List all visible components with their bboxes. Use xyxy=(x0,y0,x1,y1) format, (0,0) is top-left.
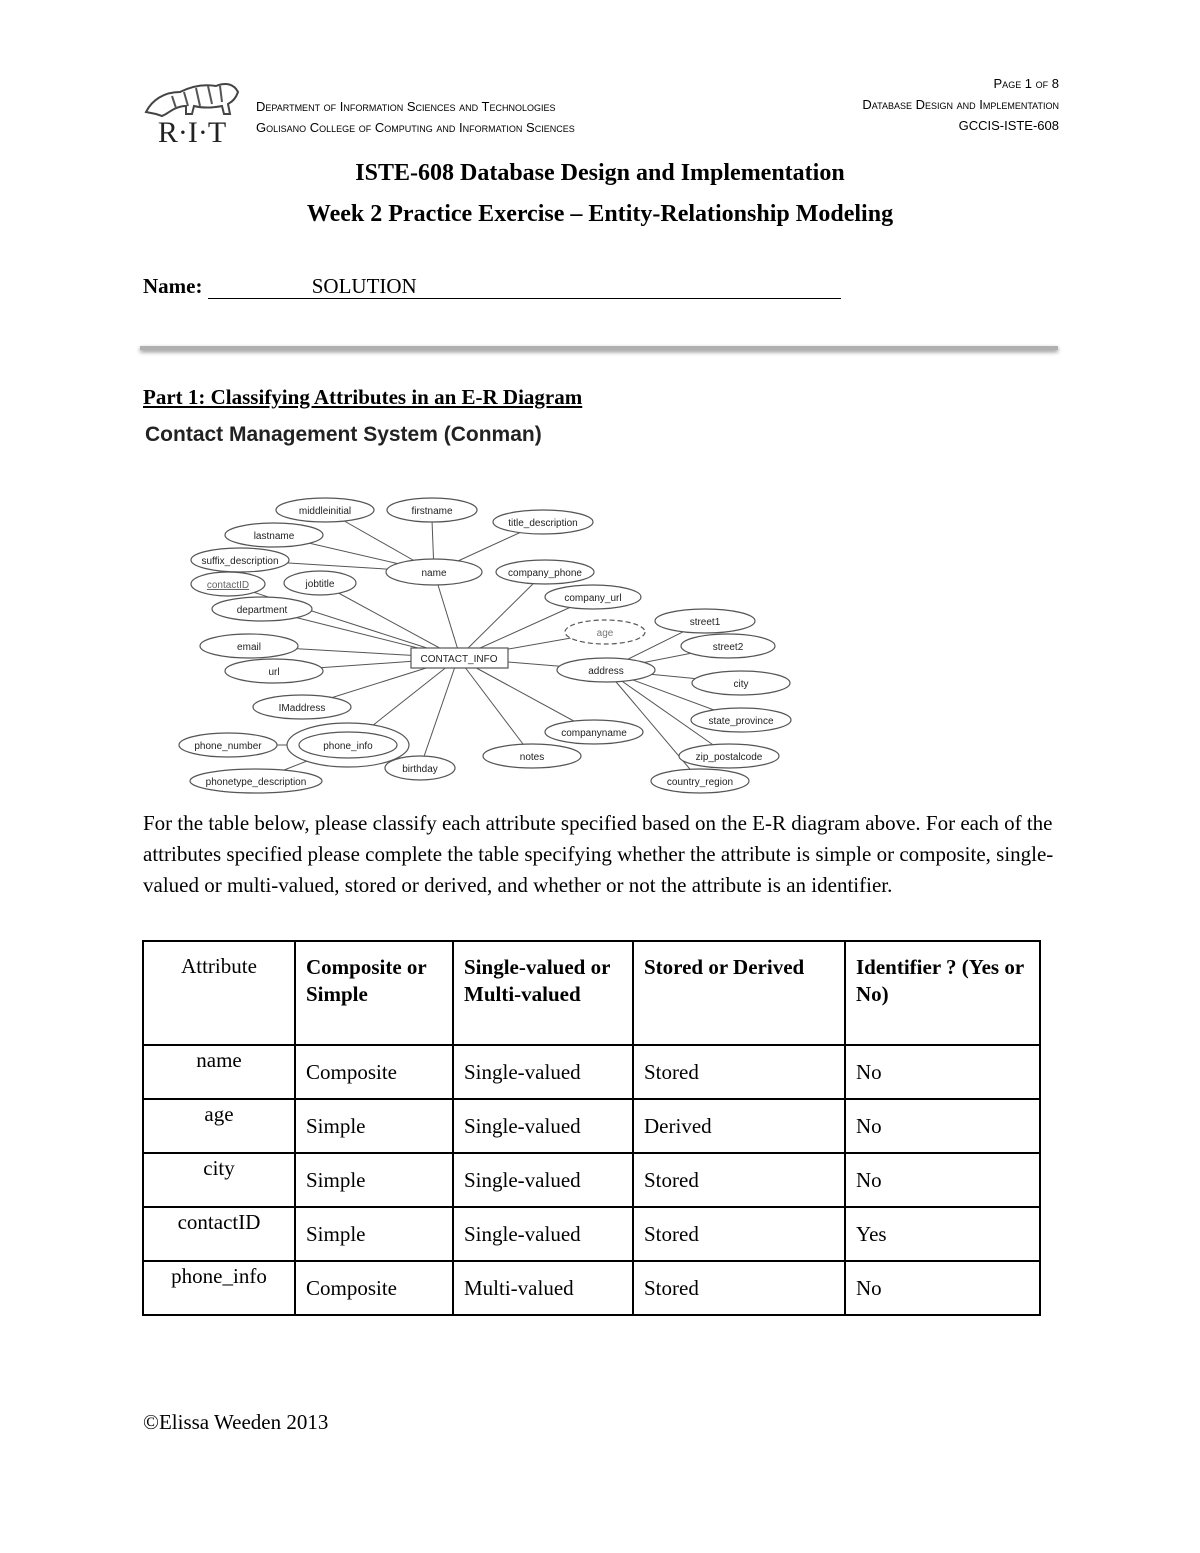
cell-stored-derived: Stored xyxy=(633,1045,845,1099)
cell-identifier: No xyxy=(845,1153,1040,1207)
attr-jobtitle: jobtitle xyxy=(305,579,335,590)
course-title: Database Design and Implementation xyxy=(862,97,1059,112)
attr-birthday: birthday xyxy=(402,764,438,775)
cell-composite-simple: Composite xyxy=(295,1045,453,1099)
department-name: Department of Information Sciences and Technologies xyxy=(256,99,556,114)
attr-url: url xyxy=(268,667,280,678)
cell-identifier: No xyxy=(845,1261,1040,1315)
cell-identifier: Yes xyxy=(845,1207,1040,1261)
header-single-multi: Single-valued or Multi-valued xyxy=(453,941,633,1045)
attr-imaddress: IMaddress xyxy=(278,703,326,714)
cell-attribute: age xyxy=(143,1099,295,1153)
header-composite-simple: Composite or Simple xyxy=(295,941,453,1045)
attr-lastname: lastname xyxy=(253,531,295,542)
part-heading: Part 1: Classifying Attributes in an E-R Diagram xyxy=(143,385,583,409)
instructions-paragraph: For the table below, please classify each attribute specified based on the E-R diagram above. For each of the attributes specified please complete the table specifying whether the attribute is simple or composite, single-valued or multi-valued, stored or derived, and whether or not the attribute is an identifier. xyxy=(143,811,1054,897)
cell-composite-simple: Simple xyxy=(295,1153,453,1207)
cell-attribute: name xyxy=(143,1045,295,1099)
college-name: Golisano College of Computing and Information Sciences xyxy=(256,120,575,135)
attr-phonetype-description: phonetype_description xyxy=(205,777,307,788)
attr-suffix-description: suffix_description xyxy=(201,556,279,567)
cell-single-multi: Single-valued xyxy=(453,1207,633,1261)
name-label: Name: xyxy=(143,274,203,298)
cell-identifier: No xyxy=(845,1099,1040,1153)
attr-age: age xyxy=(596,628,614,639)
attr-state-province: state_province xyxy=(708,716,774,727)
attr-company-phone: company_phone xyxy=(508,568,582,579)
cell-attribute: city xyxy=(143,1153,295,1207)
attr-notes: notes xyxy=(519,752,545,763)
attr-country-region: country_region xyxy=(666,777,734,788)
attr-zip-postalcode: zip_postalcode xyxy=(695,752,763,763)
cell-composite-simple: Simple xyxy=(295,1207,453,1261)
attr-companyname: companyname xyxy=(561,728,627,739)
attr-street2: street2 xyxy=(712,642,744,653)
attr-address: address xyxy=(588,666,624,677)
attr-company-url: company_url xyxy=(564,593,622,604)
header-identifier: Identifier ? (Yes or No) xyxy=(845,941,1040,1045)
cell-identifier: No xyxy=(845,1045,1040,1099)
cell-single-multi: Single-valued xyxy=(453,1045,633,1099)
attr-phone-number: phone_number xyxy=(194,741,262,752)
cell-attribute: contactID xyxy=(143,1207,295,1261)
attr-department: department xyxy=(236,605,288,616)
page-number: Page 1 of 8 xyxy=(993,76,1059,91)
entity-contact-info: CONTACT_INFO xyxy=(420,654,498,665)
cell-composite-simple: Simple xyxy=(295,1099,453,1153)
attr-firstname: firstname xyxy=(411,506,453,517)
svg-text:R·I·T: R·I·T xyxy=(157,116,227,149)
cell-single-multi: Multi-valued xyxy=(453,1261,633,1315)
table-row xyxy=(143,1153,1040,1207)
cell-single-multi: Single-valued xyxy=(453,1153,633,1207)
cell-attribute: phone_info xyxy=(143,1261,295,1315)
header-stored-derived: Stored or Derived xyxy=(633,941,845,1045)
copyright-footer: ©Elissa Weeden 2013 xyxy=(143,1410,329,1434)
course-code: GCCIS-ISTE-608 xyxy=(958,118,1059,133)
classification-table xyxy=(142,940,1041,1316)
attr-middleinitial: middleinitial xyxy=(298,506,352,517)
attr-contactid: contactID xyxy=(206,580,250,591)
cell-composite-simple: Composite xyxy=(295,1261,453,1315)
header-attribute: Attribute xyxy=(143,941,295,1045)
attr-email: email xyxy=(237,642,261,653)
attr-city: city xyxy=(733,679,749,690)
table-row xyxy=(143,1207,1040,1261)
table-row xyxy=(143,1099,1040,1153)
cell-single-multi: Single-valued xyxy=(453,1099,633,1153)
cell-stored-derived: Derived xyxy=(633,1099,845,1153)
table-row xyxy=(143,1045,1040,1099)
table-row xyxy=(143,1261,1040,1315)
cell-stored-derived: Stored xyxy=(633,1207,845,1261)
attr-phone-info: phone_info xyxy=(323,741,373,752)
diagram-title: Contact Management System (Conman) xyxy=(145,423,542,446)
attr-title-description: title_description xyxy=(508,518,578,529)
document-subtitle: Week 2 Practice Exercise – Entity-Relationship Modeling xyxy=(306,201,894,227)
table-header-row xyxy=(143,941,1040,1045)
document-title: ISTE-608 Database Design and Implementation xyxy=(355,160,845,186)
attr-street1: street1 xyxy=(689,617,721,628)
cell-stored-derived: Stored xyxy=(633,1153,845,1207)
attr-name: name xyxy=(421,568,447,579)
name-value: SOLUTION xyxy=(311,274,417,298)
cell-stored-derived: Stored xyxy=(633,1261,845,1315)
